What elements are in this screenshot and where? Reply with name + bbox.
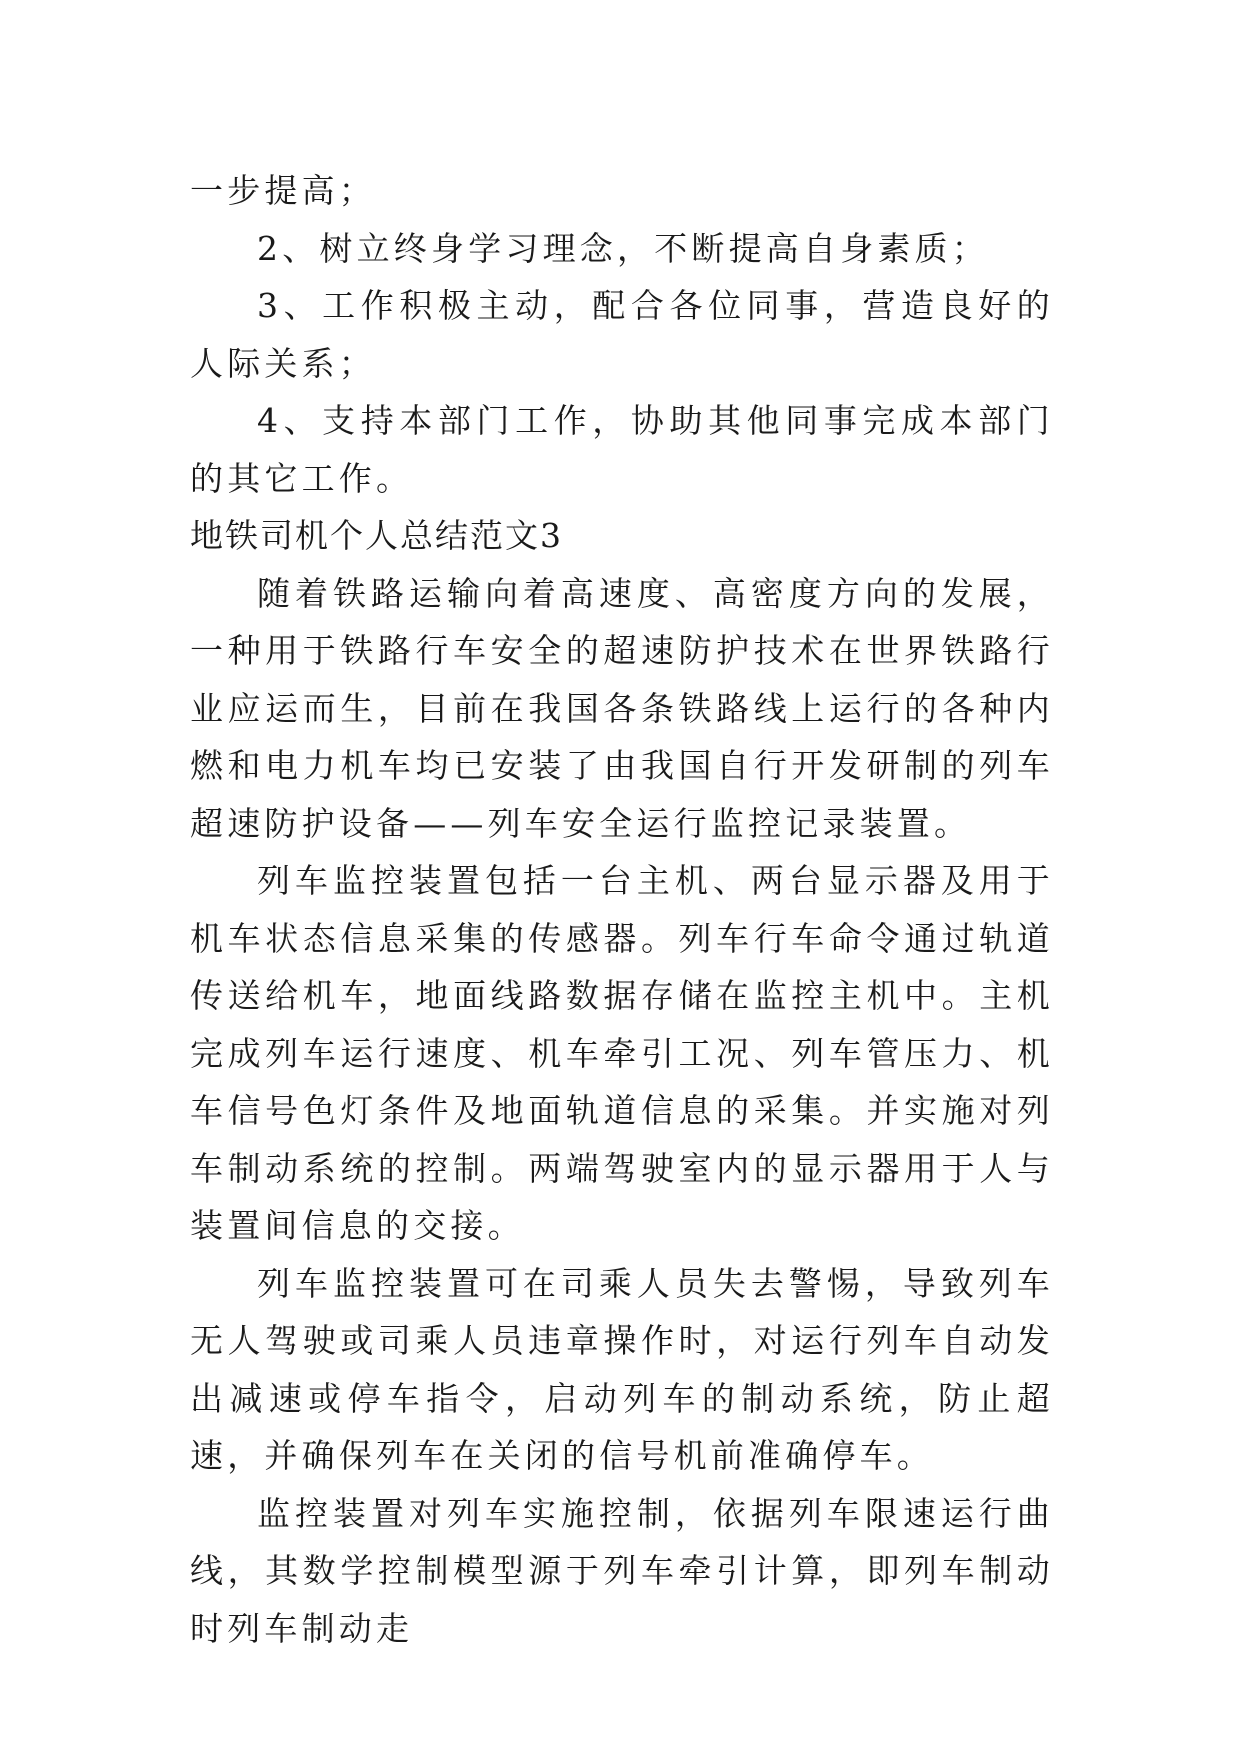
paragraph-control: 监控装置对列车实施控制，依据列车限速运行曲线，其数学控制模型源于列车牵引计算，即列车制动时列车制动走 [190,1493,1054,1648]
paragraph-intro: 随着铁路运输向着高速度、高密度方向的发展，一种用于铁路行车安全的超速防护技术在世界铁路行业应运而生，目前在我国各条铁路线上运行的各种内燃和电力机车均已安装了由我国自行开发研制的列车超速防护设备——列车安全运行监控记录装置。 [190,573,1054,843]
paragraph-components: 列车监控装置包括一台主机、两台显示器及用于机车状态信息采集的传感器。列车行车命令通过轨道传送给机车，地面线路数据存储在监控主机中。主机完成列车运行速度、机车牵引工况、列车管压力、机车信号色灯条件及地面轨道信息的采集。并实施对列车制动系统的控制。两端驾驶室内的显示器用于人与装置间信息的交接。 [190,861,1054,1245]
paragraph-continuation: 一步提高； [190,171,376,210]
document-body [190,162,1054,1657]
paragraph-safety: 列车监控装置可在司乘人员失去警惕，导致列车无人驾驶或司乘人员违章操作时，对运行列车自动发出减速或停车指令，启动列车的制动系统，防止超速，并确保列车在关闭的信号机前准确停车。 [190,1263,1054,1475]
paragraph-item-2: 2、树立终身学习理念，不断提高自身素质； [257,228,989,268]
paragraph-item-4: 4、支持本部门工作，协助其他同事完成本部门的其它工作。 [190,401,1054,498]
paragraph-item-3: 3、工作积极主动，配合各位同事，营造良好的人际关系； [190,286,1054,383]
section-heading: 地铁司机个人总结范文3 [190,516,563,555]
